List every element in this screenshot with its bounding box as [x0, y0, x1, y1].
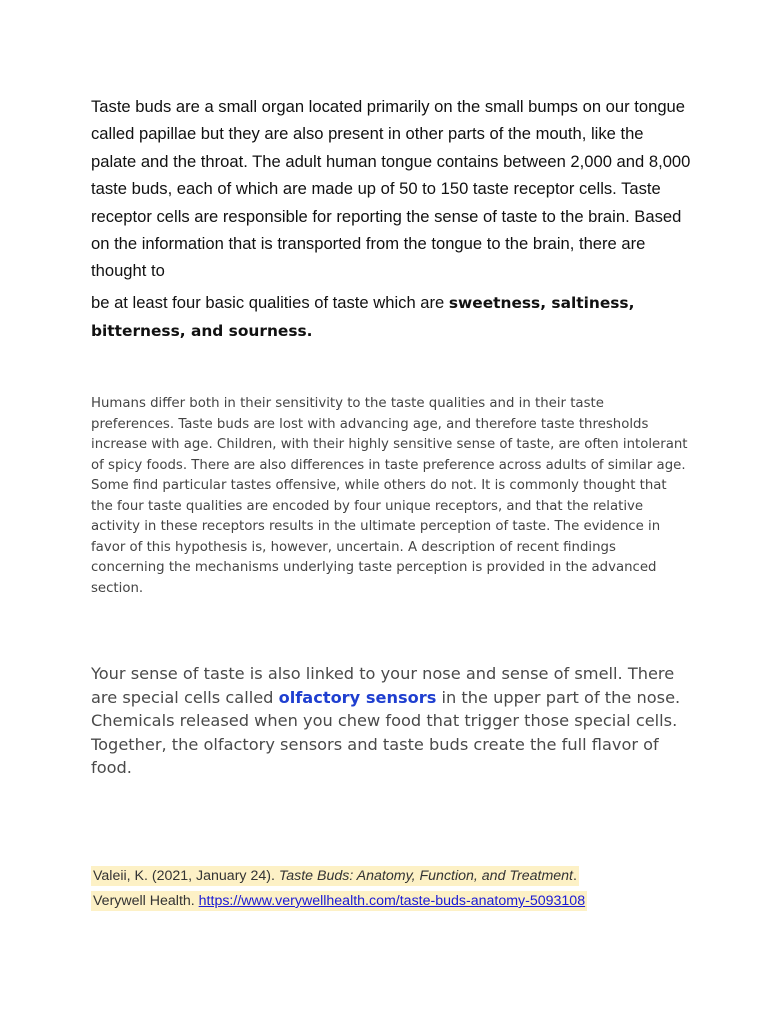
taste-qualities-emphasis: sweetness, saltiness, bitterness, and sourness. — [91, 293, 635, 341]
citation-authors: Valeii, K. (2021, January 24). — [93, 868, 279, 884]
citation-line-2 — [91, 891, 587, 911]
paragraph-taste-differences: Humans differ both in their sensitivity to the taste qualities and in their taste preferences. Taste buds are lost with advancing age, and therefore taste thresholds increase with age. Children, with their highly sensitive sense of taste, are often intolerant of spicy foods. There are also differences in taste preference across adults of similar age. Some find particular tastes offensive, while others do not. It is commonly thought that the four taste qualities are encoded by four unique receptors, and that the relative activity in these receptors results in the ultimate perception of taste. The evidence in favor of this hypothesis is, however, uncertain. A description of recent findings concerning the mechanisms underlying taste perception is provided in the advanced section. — [91, 396, 688, 596]
citation-title: Taste Buds: Anatomy, Function, and Treatment — [278, 868, 574, 884]
citation-title-end: . — [573, 868, 577, 884]
intro-last-line — [91, 289, 691, 346]
olfactory-sensors-term: olfactory sensors — [278, 687, 437, 707]
smell-text-before: Your sense of taste is also linked to your nose and sense of smell. There are special cells called — [91, 664, 675, 707]
smell-text-after: in the upper part of the nose. Chemicals released when you chew food that trigger those special cells. Together, the olfactory sensors and taste buds create the full flavor of food. — [91, 687, 681, 777]
intro-text: Taste buds are a small organ located primarily on the small bumps on our tongue called papillae but they are also present in other parts of the mouth, like the palate and the throat. The adult human tongue contains between 2,000 and 8,000 taste buds, each of which are made up of 50 to 150 taste receptor cells. Taste receptor cells are responsible for reporting the sense of taste to the brain. Based on the information that is transported from the tongue to the brain, there are thought to — [91, 97, 691, 281]
intro-lead-in: be at least four basic qualities of taste which are — [91, 292, 449, 312]
citation-line-1 — [91, 866, 579, 886]
citation — [91, 864, 691, 914]
citation-publisher: Verywell Health. — [93, 893, 199, 909]
paragraph-smell-link — [91, 662, 691, 780]
citation-link[interactable]: https://www.verywellhealth.com/taste-buds-anatomy-5093108 — [198, 893, 586, 909]
paragraph-taste-buds-intro — [91, 93, 691, 346]
